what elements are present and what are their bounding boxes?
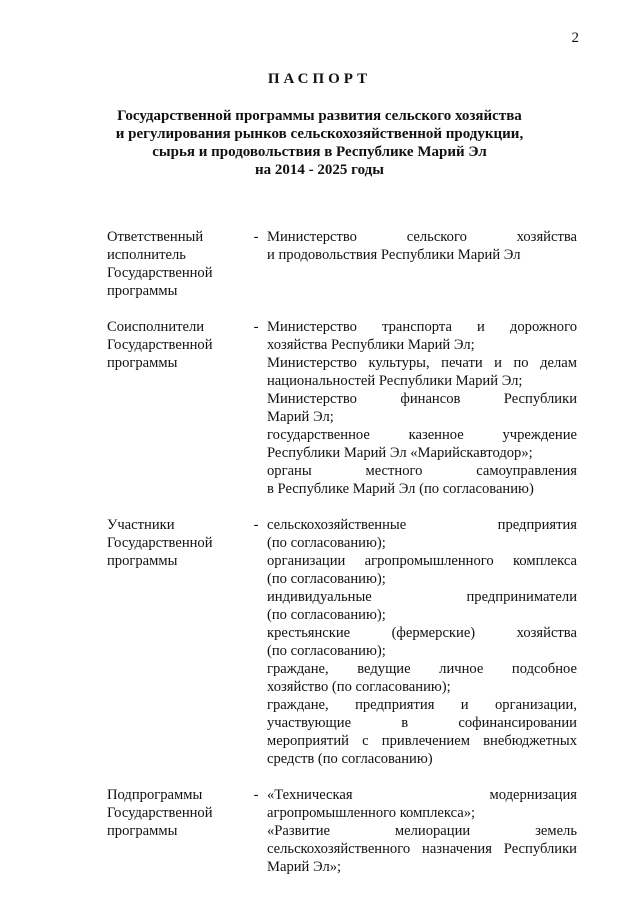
value-line: национальностей Республики Марий Эл; [267, 373, 523, 389]
value-line: граждане, ведущие личное подсобное [267, 661, 577, 677]
passport-table [107, 228, 577, 876]
passport-row-coexecutors [107, 318, 577, 498]
subtitle-line: и регулирования рынков сельскохозяйственной продукции, [115, 126, 524, 142]
value-line: сельскохозяйственного назначения Республики [267, 841, 577, 857]
label-line: программы [107, 553, 178, 569]
subtitle-line: на 2014 - 2025 годы [255, 162, 384, 178]
value-line: государственное казенное учреждение [267, 427, 577, 443]
value-line: участвующие в софинансировании [267, 715, 577, 731]
row-value [267, 318, 577, 498]
value-line: хозяйство (по согласованию); [267, 679, 451, 695]
value-line: в Республике Марий Эл (по согласованию) [267, 481, 534, 497]
value-line: крестьянские (фермерские) хозяйства [267, 625, 577, 641]
passport-row-subprograms [107, 786, 577, 876]
page-number: 2 [571, 30, 579, 46]
value-line: (по согласованию); [267, 571, 386, 587]
value-line: Марий Эл»; [267, 859, 342, 875]
value-line: организации агропромышленного комплекса [267, 553, 577, 569]
value-line: граждане, предприятия и организации, [267, 697, 577, 713]
value-line: индивидуальные предприниматели [267, 589, 577, 605]
label-line: Государственной [107, 337, 213, 353]
label-line: Ответственный [107, 229, 204, 245]
row-dash: - [253, 517, 259, 533]
label-line: Подпрограммы [107, 787, 203, 803]
row-label [107, 516, 245, 768]
value-line: и продовольствия Республики Марий Эл [267, 247, 521, 263]
value-line: Марий Эл; [267, 409, 334, 425]
label-line: Участники [107, 517, 175, 533]
value-line: органы местного самоуправления [267, 463, 577, 479]
value-line: (по согласованию); [267, 643, 386, 659]
value-line: сельскохозяйственные предприятия [267, 517, 577, 533]
passport-row-responsible [107, 228, 577, 300]
value-line: агропромышленного комплекса»; [267, 805, 476, 821]
label-line: Государственной [107, 265, 213, 281]
value-line: средств (по согласованию) [267, 751, 433, 767]
subtitle-line: сырья и продовольствия в Республике Марий Эл [152, 144, 487, 160]
row-label [107, 318, 245, 498]
label-line: Соисполнители [107, 319, 205, 335]
row-dash: - [253, 229, 259, 245]
row-value [267, 516, 577, 768]
value-line: (по согласованию); [267, 607, 386, 623]
row-value [267, 228, 577, 300]
label-line: Государственной [107, 535, 213, 551]
subtitle-line: Государственной программы развития сельского хозяйства [117, 108, 522, 124]
value-line: Министерство транспорта и дорожного [267, 319, 577, 335]
value-line: Министерство сельского хозяйства [267, 229, 577, 245]
label-line: программы [107, 283, 178, 299]
row-value [267, 786, 577, 876]
passport-row-participants [107, 516, 577, 768]
row-dash: - [253, 787, 259, 803]
document-title: ПАСПОРТ [267, 71, 372, 87]
value-line: Республики Марий Эл «Марийскавтодор»; [267, 445, 533, 461]
value-line: хозяйства Республики Марий Эл; [267, 337, 475, 353]
value-line: (по согласованию); [267, 535, 386, 551]
value-line: Министерство культуры, печати и по делам [267, 355, 577, 371]
row-label [107, 786, 245, 876]
value-line: «Техническая модернизация [267, 787, 577, 803]
document-subtitle [0, 107, 639, 179]
value-line: «Развитие мелиорации земель [267, 823, 577, 839]
value-line: мероприятий с привлечением внебюджетных [267, 733, 577, 749]
row-label [107, 228, 245, 300]
label-line: Государственной [107, 805, 213, 821]
value-line: Министерство финансов Республики [267, 391, 577, 407]
label-line: программы [107, 355, 178, 371]
label-line: исполнитель [107, 247, 186, 263]
row-dash: - [253, 319, 259, 335]
label-line: программы [107, 823, 178, 839]
